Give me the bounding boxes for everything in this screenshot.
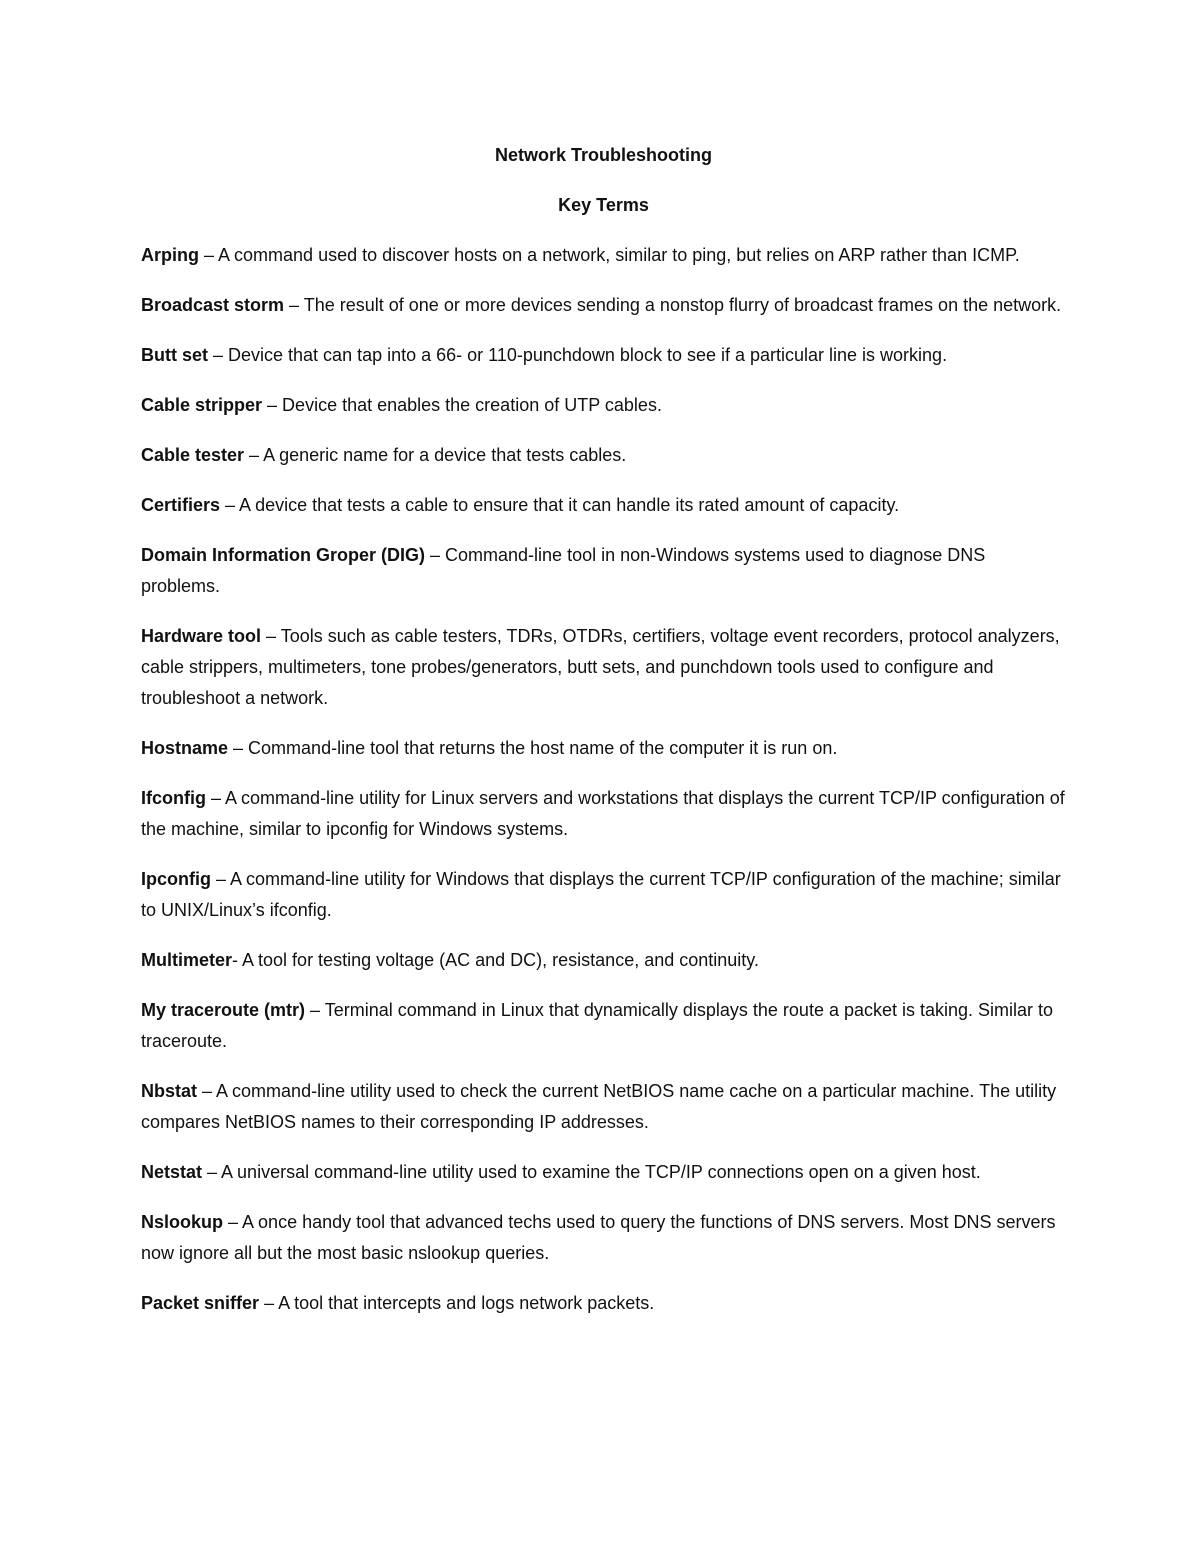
- term-definition: – A universal command-line utility used to examine the TCP/IP connections open on a given host.: [202, 1162, 981, 1182]
- term-definition: – Tools such as cable testers, TDRs, OTDRs, certifiers, voltage event recorders, protocol analyzers, cable strippers, multimeters, tone probes/generators, butt sets, and punchdown tools used to configure and troubleshoot a network.: [141, 626, 1060, 708]
- term-entry: [141, 290, 1066, 321]
- term-entry: [141, 1076, 1066, 1138]
- term-definition: – Device that enables the creation of UTP cables.: [262, 395, 662, 415]
- term-name: Broadcast storm: [141, 295, 285, 315]
- term-name: Hardware tool: [141, 626, 262, 646]
- term-definition: – Command-line tool in non-Windows systems used to diagnose DNS problems.: [141, 545, 986, 596]
- term-name: Cable stripper: [141, 395, 263, 415]
- term-name: Ifconfig: [141, 788, 206, 808]
- term-definition: - A tool for testing voltage (AC and DC), resistance, and continuity.: [232, 950, 759, 970]
- term-entry: [141, 733, 1066, 764]
- term-definition: – Command-line tool that returns the host name of the computer it is run on.: [228, 738, 838, 758]
- term-name: Ipconfig: [141, 869, 211, 889]
- term-entry: [141, 490, 1066, 521]
- term-entry: [141, 945, 1066, 976]
- term-name: Nslookup: [141, 1212, 224, 1232]
- term-entry: [141, 783, 1066, 845]
- term-definition: – A tool that intercepts and logs network packets.: [259, 1293, 655, 1313]
- section-heading: Key Terms: [558, 195, 649, 215]
- term-name: Hostname: [141, 738, 229, 758]
- term-name: Arping: [141, 245, 199, 265]
- term-name: Domain Information Groper (DIG): [141, 545, 426, 565]
- document-body: [141, 140, 1066, 1338]
- term-definition: – A once handy tool that advanced techs used to query the functions of DNS servers. Most DNS servers now ignore all but the most basic nslookup queries.: [141, 1212, 1056, 1263]
- term-entry: [141, 995, 1066, 1057]
- term-name: Certifiers: [141, 495, 221, 515]
- term-entry: [141, 340, 1066, 371]
- term-definition: – A generic name for a device that tests cables.: [244, 445, 627, 465]
- term-entry: [141, 1288, 1066, 1319]
- term-entry: [141, 621, 1066, 714]
- term-entry: [141, 540, 1066, 602]
- term-definition: – Device that can tap into a 66- or 110-punchdown block to see if a particular line is working.: [208, 345, 948, 365]
- term-name: Multimeter: [141, 950, 233, 970]
- term-definition: – The result of one or more devices sending a nonstop flurry of broadcast frames on the network.: [284, 295, 1062, 315]
- term-name: Packet sniffer: [141, 1293, 260, 1313]
- term-definition: – Terminal command in Linux that dynamically displays the route a packet is taking. Similar to traceroute.: [141, 1000, 1054, 1051]
- term-name: Nbstat: [141, 1081, 198, 1101]
- term-definition: – A device that tests a cable to ensure that it can handle its rated amount of capacity.: [220, 495, 900, 515]
- term-entry: [141, 440, 1066, 471]
- term-definition: – A command-line utility used to check the current NetBIOS name cache on a particular machine. The utility compares NetBIOS names to their corresponding IP addresses.: [141, 1081, 1057, 1132]
- term-definition: – A command used to discover hosts on a network, similar to ping, but relies on ARP rather than ICMP.: [199, 245, 1020, 265]
- term-definition: – A command-line utility for Windows that displays the current TCP/IP configuration of the machine; similar to UNIX/Linux’s ifconfig.: [141, 869, 1061, 920]
- term-entry: [141, 240, 1066, 271]
- term-entry: [141, 1207, 1066, 1269]
- term-name: Butt set: [141, 345, 208, 365]
- term-entry: [141, 1157, 1066, 1188]
- term-definition: – A command-line utility for Linux servers and workstations that displays the current TCP/IP configuration of the machine, similar to ipconfig for Windows systems.: [141, 788, 1065, 839]
- term-entry: [141, 864, 1066, 926]
- page-title: Network Troubleshooting: [494, 145, 712, 165]
- term-name: Netstat: [141, 1162, 203, 1182]
- term-name: My traceroute (mtr): [141, 1000, 306, 1020]
- term-name: Cable tester: [141, 445, 245, 465]
- term-entry: [141, 390, 1066, 421]
